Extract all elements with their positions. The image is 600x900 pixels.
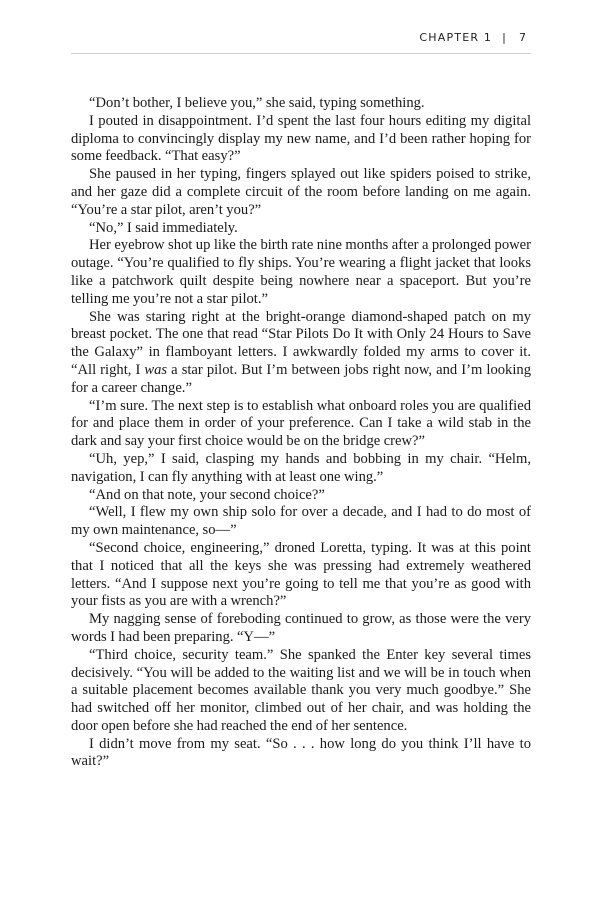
chapter-label: CHAPTER 1 — [419, 31, 493, 44]
page-number: 7 — [519, 31, 526, 44]
paragraph: Her eyebrow shot up like the birth rate nine months after a prolonged power outage. “You’re qualified to fly ships. You’re wearing a flight jacket that looks like a patchwork quilt despite being nowhere near a spaceport. But you’re telling me you’re not a star pilot.” — [71, 237, 531, 307]
paragraph: “Third choice, security team.” She spanked the Enter key several times decisively. “You will be added to the waiting list and we will be in touch when a suitable placement becomes available thank you very much goodbye.” She had switched off her monitor, climbed out of her chair, and was holding the door open before she had reached the end of her sentence. — [71, 646, 531, 734]
paragraph: “Well, I flew my own ship solo for over a decade, and I had to do most of my own maintenance, so—” — [71, 504, 531, 539]
paragraph-text: She was staring right at the bright-orange diamond-shaped patch on my breast pocket. The one that read “Star Pilots Do It with Only 24 Hours to Save the Galaxy” in flamboyant letters. I awkwardly folded my arms to cover it. “All right, I — [71, 308, 531, 378]
paragraph: “Don’t bother, I believe you,” she said, typing something. — [89, 95, 425, 111]
emphasis-text: was — [144, 361, 168, 378]
paragraph-text: a star pilot. But I’m between jobs right now, and I’m looking for a career change.” — [71, 361, 531, 396]
header-rule — [71, 53, 531, 54]
paragraph: My nagging sense of foreboding continued to grow, as those were the very words I had been preparing. “Y—” — [71, 611, 531, 645]
header-separator: | — [502, 31, 507, 44]
paragraph: “I’m sure. The next step is to establish what onboard roles you are qualified for and place them in order of your preference. Can I take a wild stab in the dark and say your first choice would be on the bridge crew?” — [71, 397, 531, 450]
running-head — [419, 31, 526, 44]
paragraph: “Second choice, engineering,” droned Loretta, typing. It was at this point that I noticed that all the keys she was pressing had extremely weathered letters. “And I suppose next you’re going to tell me that you’re as good with your fists as you are with a wrench?” — [71, 539, 531, 610]
paragraph — [71, 309, 531, 398]
paragraph: I didn’t move from my seat. “So . . . how long do you think I’ll have to wait?” — [71, 735, 531, 770]
body-text — [71, 95, 531, 771]
paragraph: “And on that note, your second choice?” — [89, 486, 325, 503]
paragraph: I pouted in disappointment. I’d spent the last four hours editing my digital diploma to convincingly display my new name, and I’d been rather hoping for some feedback. “That easy?” — [71, 112, 531, 165]
paragraph: “Uh, yep,” I said, clasping my hands and bobbing in my chair. “Helm, navigation, I can fly anything with at least one wing.” — [71, 450, 531, 485]
paragraph: “No,” I said immediately. — [89, 219, 238, 236]
paragraph: She paused in her typing, fingers splayed out like spiders poised to strike, and her gaze did a complete circuit of the room before landing on me again. “You’re a star pilot, aren’t you?” — [71, 166, 531, 218]
